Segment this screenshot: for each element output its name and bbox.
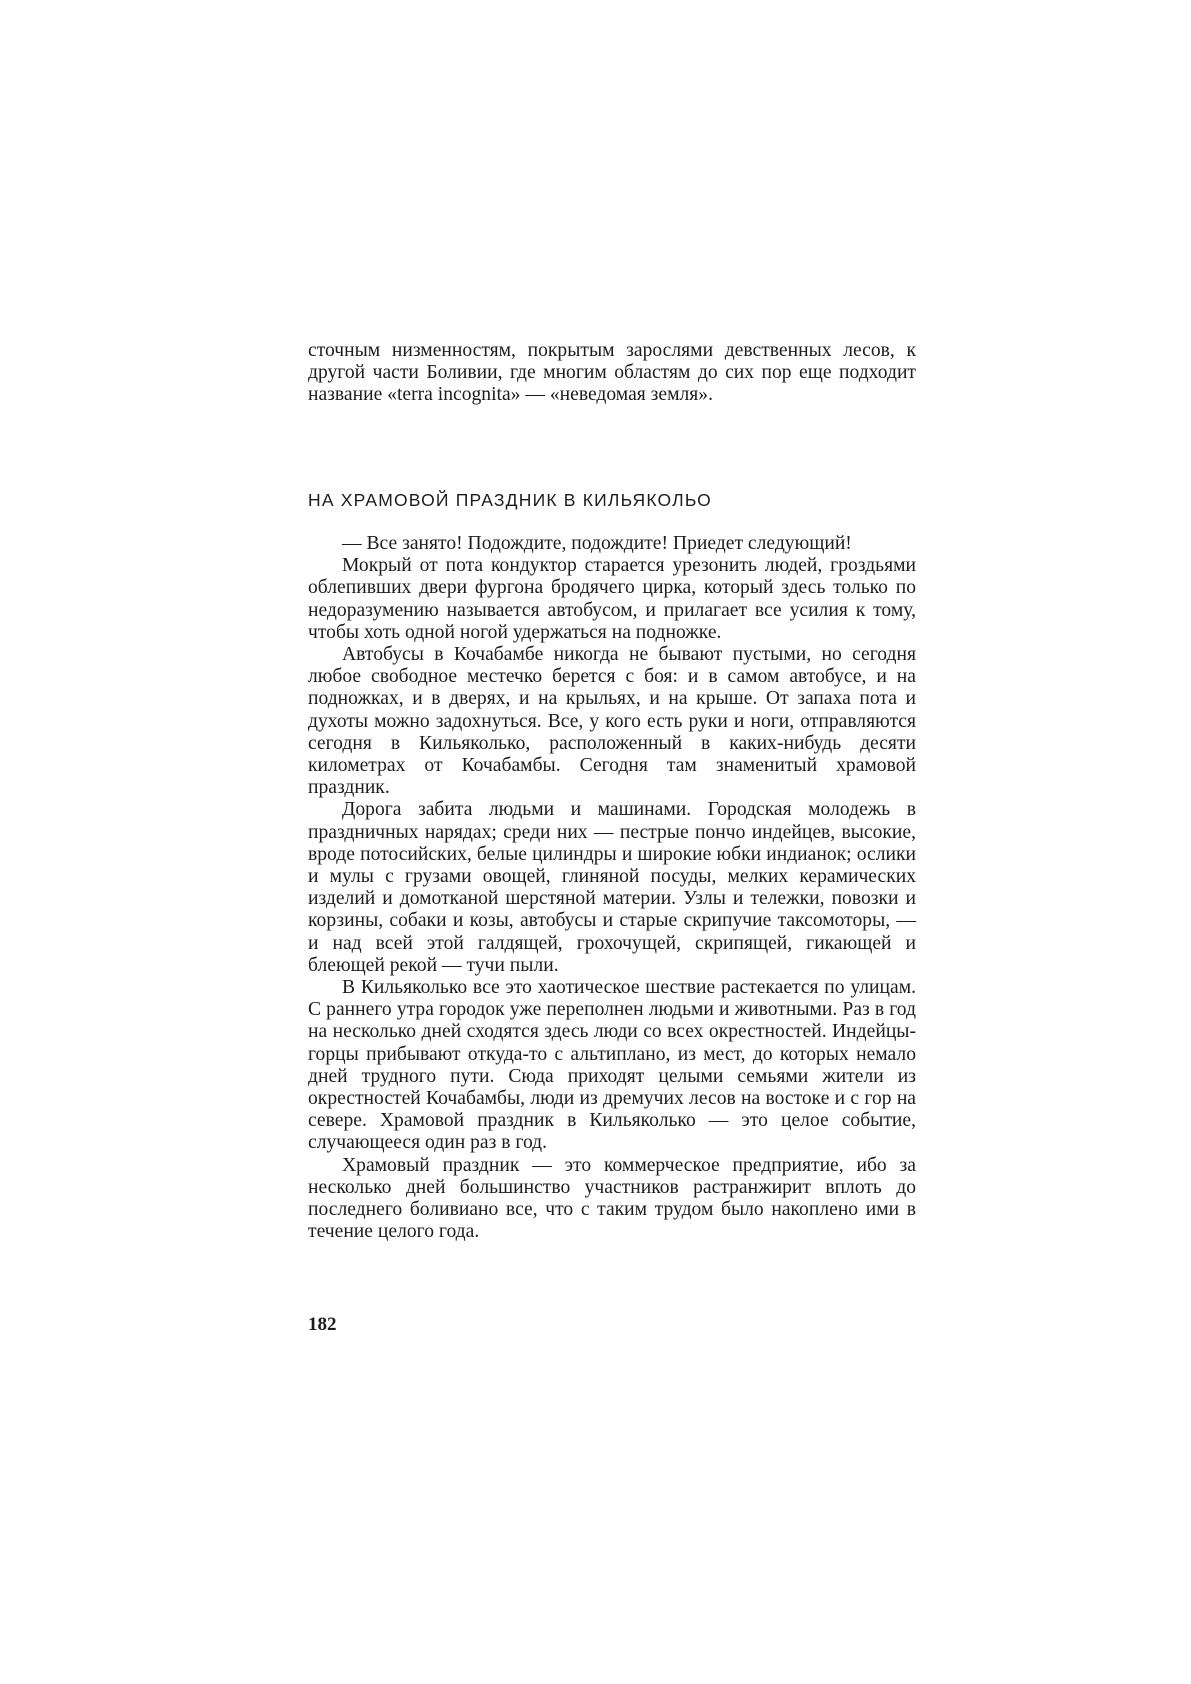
paragraph: Автобусы в Кочабамбе никогда не бывают пустыми, но сегодня любое свободное местечко берется с боя: и в самом автобусе, и на подножках, и в дверях, и на крыльях, и на крыше. От запаха пота и духоты можно задохнуться. Все, у кого есть руки и ноги, отправляются сегодня в Кильяколько, расположенный в каких-нибудь десяти километрах от Кочабамбы. Сегодня там знаменитый храмовой праздник. — [308, 644, 916, 799]
section-heading: НА ХРАМОВОЙ ПРАЗДНИК В КИЛЬЯКОЛЬО — [308, 490, 712, 510]
paragraph: Дорога забита людьми и машинами. Городская молодежь в праздничных нарядах; среди них — пестрые пончо индейцев, высокие, вроде потосийских, белые цилиндры и широкие юбки индианок; ослики и мулы с грузами овощей, глиняной посуды, мелких керамических изделий и домотканой шерстяной материи. Узлы и тележки, повозки и корзины, собаки и козы, автобусы и старые скрипучие таксомоторы, — и над всей этой галдящей, грохочущей, скрипящей, гикающей и блеющей рекой — тучи пыли. — [308, 799, 916, 976]
paragraph: Храмовый праздник — это коммерческое предприятие, ибо за несколько дней большинство участников растранжирит вплоть до последнего боливиано все, что с таким трудом было накоплено ими в течение целого года. — [308, 1154, 916, 1243]
page-number: 182 — [308, 1314, 337, 1335]
paragraph: В Кильяколько все это хаотическое шествие растекается по улицам. С раннего утра городок уже переполнен людьми и животными. Раз в год на несколько дней сходятся здесь люди со всех окрестностей. Индейцы-горцы прибывают откуда-то с альтиплано, из мест, до которых немало дней трудного пути. Сюда приходят целыми семьями жители из окрестностей Кочабамбы, люди из дремучих лесов на востоке и с гор на севере. Храмовой праздник в Кильяколько — это целое событие, случающееся один раз в год. — [308, 977, 916, 1154]
body-text — [308, 533, 916, 1244]
opening-paragraph: сточным низменностям, покрытым зарослями девственных лесов, к другой части Боливии, где многим областям до сих пор еще подходит название «terra incognita» — «неведомая земля». — [308, 340, 916, 406]
book-page — [308, 340, 916, 1335]
paragraph: — Все занято! Подождите, подождите! Приедет следующий! — [342, 533, 852, 554]
paragraph: Мокрый от пота кондуктор старается урезонить людей, гроздьями облепивших двери фургона бродячего цирка, который здесь только по недоразумению называется автобусом, и прилагает все усилия к тому, чтобы хоть одной ногой удержаться на подножке. — [308, 555, 916, 643]
